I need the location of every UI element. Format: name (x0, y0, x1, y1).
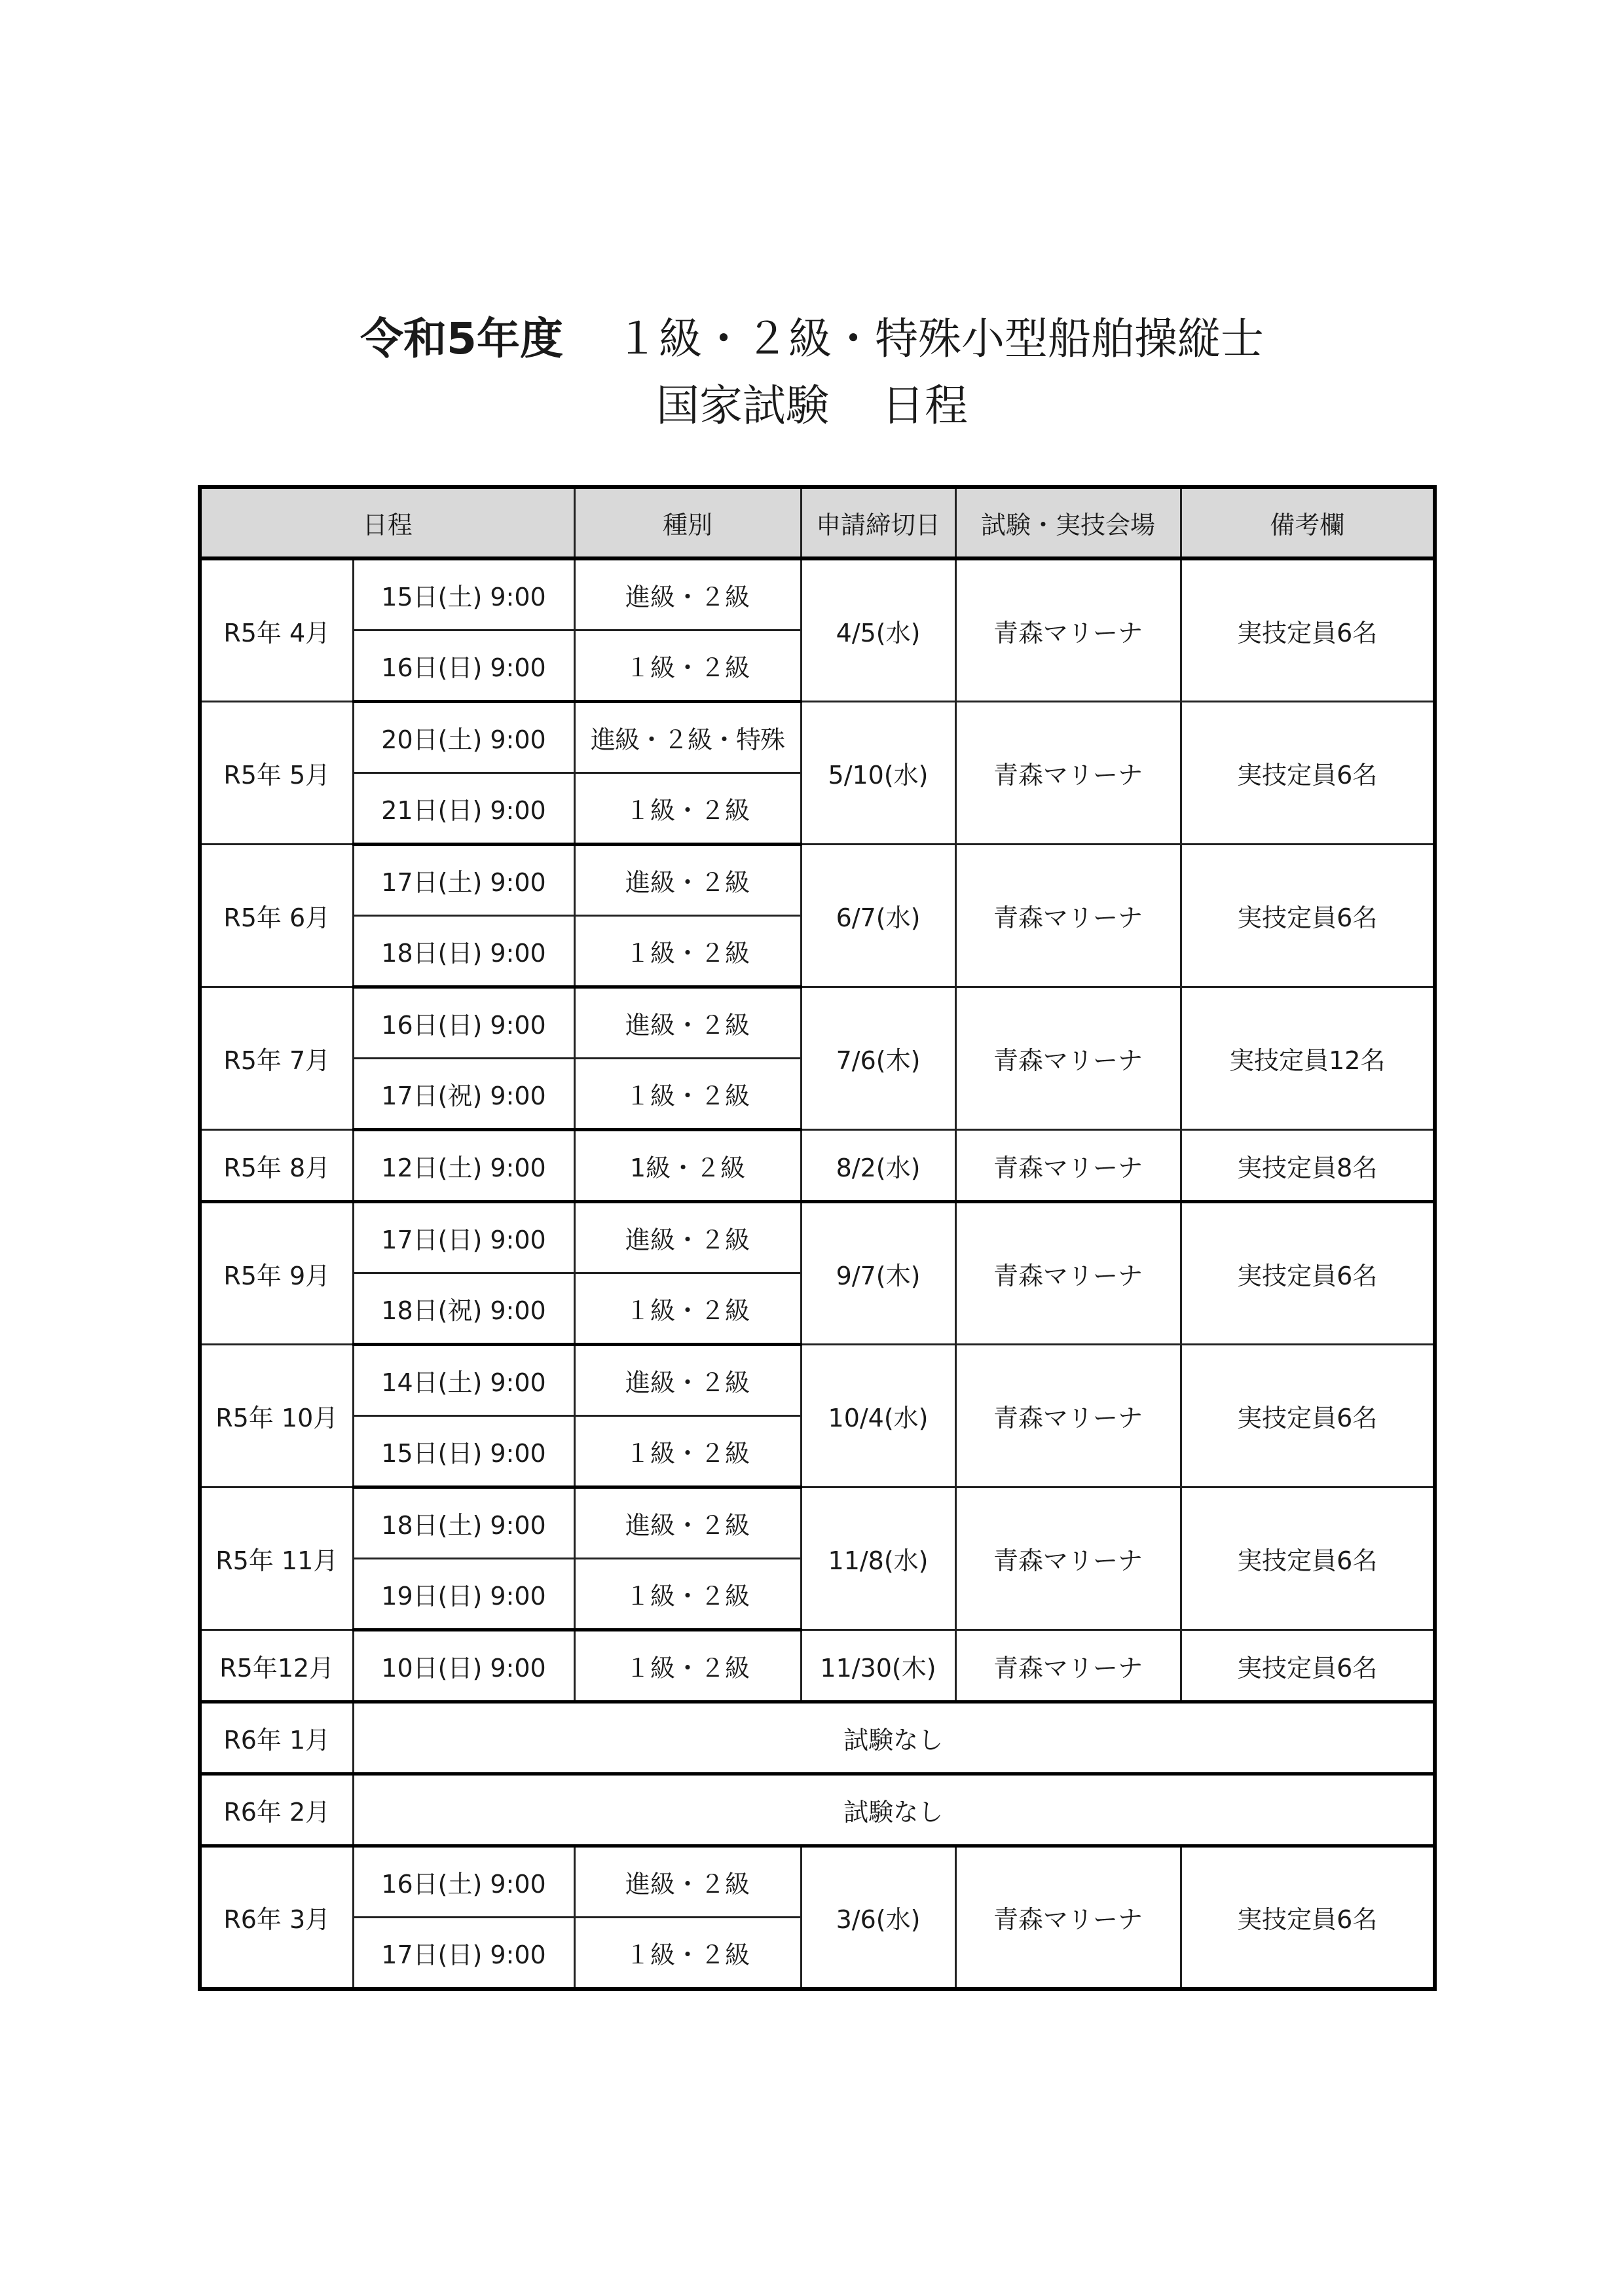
type-cell: 進級・２級 (574, 1345, 801, 1416)
month-cell: R5年12月 (200, 1630, 353, 1702)
title-fiscal-year: 令和5年度 (360, 314, 563, 364)
venue-cell: 青森マリーナ (955, 845, 1181, 987)
date-cell: 17日(祝) 9:00 (353, 1059, 574, 1130)
title-exam: 国家試験 (656, 380, 829, 431)
month-cell: R5年 6月 (200, 845, 353, 987)
type-cell: 進級・２級 (574, 1487, 801, 1559)
type-cell: 進級・２級 (574, 1846, 801, 1918)
no-exam-cell: 試験なし (353, 1702, 1435, 1774)
type-cell: １級・２級 (574, 1630, 801, 1702)
deadline-cell: 9/7(木) (801, 1202, 955, 1345)
date-cell: 21日(日) 9:00 (353, 773, 574, 845)
table-row (200, 1130, 1435, 1202)
month-cell: R5年 7月 (200, 987, 353, 1130)
note-cell: 実技定員6名 (1181, 1487, 1435, 1630)
date-cell: 16日(日) 9:00 (353, 630, 574, 702)
table-row (200, 1774, 1435, 1846)
date-cell: 17日(土) 9:00 (353, 845, 574, 916)
type-cell: 進級・２級・特殊 (574, 702, 801, 773)
deadline-cell: 10/4(水) (801, 1345, 955, 1487)
type-cell: １級・２級 (574, 1273, 801, 1345)
date-cell: 19日(日) 9:00 (353, 1559, 574, 1630)
table-header-row (200, 487, 1435, 558)
date-cell: 14日(土) 9:00 (353, 1345, 574, 1416)
type-cell: 進級・２級 (574, 558, 801, 630)
month-cell: R6年 3月 (200, 1846, 353, 1990)
type-cell: １級・２級 (574, 1059, 801, 1130)
type-cell: 進級・２級 (574, 987, 801, 1059)
title-line-1 (0, 308, 1624, 371)
header-deadline: 申請締切日 (801, 487, 955, 558)
venue-cell: 青森マリーナ (955, 1630, 1181, 1702)
venue-cell: 青森マリーナ (955, 558, 1181, 702)
month-cell: R6年 2月 (200, 1774, 353, 1846)
type-cell: １級・２級 (574, 1416, 801, 1487)
exam-schedule-table (198, 485, 1437, 1991)
type-cell: １級・２級 (574, 1559, 801, 1630)
note-cell: 実技定員6名 (1181, 558, 1435, 702)
title-license-types: １級・２級・特殊小型船舶操縦士 (615, 314, 1264, 364)
note-cell: 実技定員6名 (1181, 845, 1435, 987)
date-cell: 16日(日) 9:00 (353, 987, 574, 1059)
venue-cell: 青森マリーナ (955, 1202, 1181, 1345)
deadline-cell: 7/6(木) (801, 987, 955, 1130)
type-cell: １級・２級 (574, 916, 801, 987)
table-row (200, 1630, 1435, 1702)
deadline-cell: 6/7(水) (801, 845, 955, 987)
note-cell: 実技定員6名 (1181, 702, 1435, 845)
date-cell: 20日(土) 9:00 (353, 702, 574, 773)
deadline-cell: 8/2(水) (801, 1130, 955, 1202)
type-cell: １級・２級 (574, 630, 801, 702)
note-cell: 実技定員8名 (1181, 1130, 1435, 1202)
note-cell: 実技定員6名 (1181, 1846, 1435, 1990)
title-schedule: 日程 (881, 380, 968, 431)
type-cell: 進級・２級 (574, 1202, 801, 1273)
header-venue: 試験・実技会場 (955, 487, 1181, 558)
header-schedule: 日程 (200, 487, 574, 558)
venue-cell: 青森マリーナ (955, 1345, 1181, 1487)
deadline-cell: 4/5(水) (801, 558, 955, 702)
date-cell: 15日(日) 9:00 (353, 1416, 574, 1487)
month-cell: R5年 10月 (200, 1345, 353, 1487)
venue-cell: 青森マリーナ (955, 1130, 1181, 1202)
venue-cell: 青森マリーナ (955, 1846, 1181, 1990)
venue-cell: 青森マリーナ (955, 987, 1181, 1130)
table-row (200, 1487, 1435, 1559)
date-cell: 17日(日) 9:00 (353, 1202, 574, 1273)
no-exam-cell: 試験なし (353, 1774, 1435, 1846)
header-type: 種別 (574, 487, 801, 558)
date-cell: 15日(土) 9:00 (353, 558, 574, 630)
month-cell: R6年 1月 (200, 1702, 353, 1774)
month-cell: R5年 5月 (200, 702, 353, 845)
type-cell: １級・２級 (574, 773, 801, 845)
type-cell: 進級・２級 (574, 845, 801, 916)
month-cell: R5年 11月 (200, 1487, 353, 1630)
table-row (200, 845, 1435, 916)
month-cell: R5年 4月 (200, 558, 353, 702)
month-cell: R5年 9月 (200, 1202, 353, 1345)
type-cell: １級・２級 (574, 1918, 801, 1990)
header-notes: 備考欄 (1181, 487, 1435, 558)
note-cell: 実技定員6名 (1181, 1630, 1435, 1702)
note-cell: 実技定員6名 (1181, 1202, 1435, 1345)
date-cell: 18日(日) 9:00 (353, 916, 574, 987)
deadline-cell: 5/10(水) (801, 702, 955, 845)
table-row (200, 1345, 1435, 1416)
page-title (0, 308, 1624, 437)
note-cell: 実技定員6名 (1181, 1345, 1435, 1487)
note-cell: 実技定員12名 (1181, 987, 1435, 1130)
date-cell: 17日(日) 9:00 (353, 1918, 574, 1990)
date-cell: 10日(日) 9:00 (353, 1630, 574, 1702)
table-row (200, 1702, 1435, 1774)
deadline-cell: 11/30(木) (801, 1630, 955, 1702)
date-cell: 16日(土) 9:00 (353, 1846, 574, 1918)
table-row (200, 558, 1435, 630)
table-row (200, 987, 1435, 1059)
deadline-cell: 11/8(水) (801, 1487, 955, 1630)
month-cell: R5年 8月 (200, 1130, 353, 1202)
table-row (200, 1202, 1435, 1273)
type-cell: 1級・２級 (574, 1130, 801, 1202)
deadline-cell: 3/6(水) (801, 1846, 955, 1990)
table-row (200, 1846, 1435, 1918)
venue-cell: 青森マリーナ (955, 1487, 1181, 1630)
date-cell: 18日(祝) 9:00 (353, 1273, 574, 1345)
date-cell: 18日(土) 9:00 (353, 1487, 574, 1559)
title-line-2 (0, 374, 1624, 437)
date-cell: 12日(土) 9:00 (353, 1130, 574, 1202)
venue-cell: 青森マリーナ (955, 702, 1181, 845)
table-row (200, 702, 1435, 773)
